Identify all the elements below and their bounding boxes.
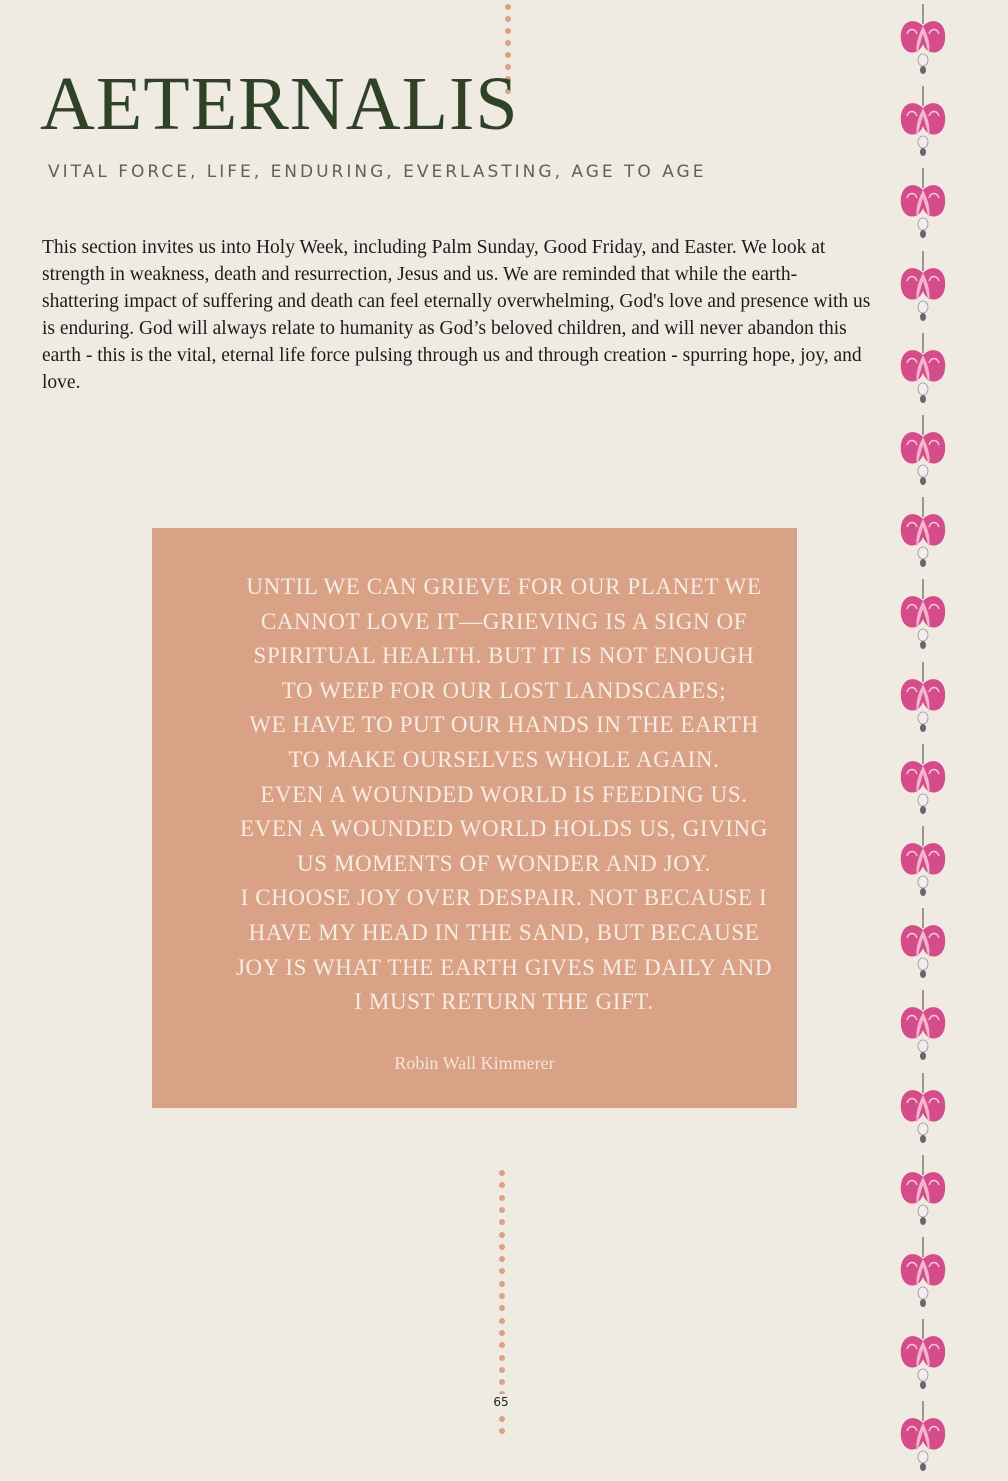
bleeding-heart-flower-icon bbox=[893, 1155, 953, 1235]
bleeding-heart-flower-icon bbox=[893, 990, 953, 1070]
dot bbox=[499, 1305, 505, 1311]
page-number: 65 bbox=[486, 1394, 516, 1410]
bleeding-heart-flower-icon bbox=[893, 579, 953, 659]
dot bbox=[505, 52, 511, 58]
dot bbox=[499, 1232, 505, 1238]
bleeding-heart-flower-icon bbox=[893, 333, 953, 413]
dot bbox=[499, 1219, 505, 1225]
intro-paragraph: This section invites us into Holy Week, including Palm Sunday, Good Friday, and Easter. We look at strength in weakness, death and resurrection, Jesus and us. We are reminded that while the earth-shattering impact of suffering and death can feel eternally overwhelming, God's love and presence with us is enduring. God will always relate to humanity as God’s beloved children, and will never abandon this earth - this is the vital, eternal life force pulsing through us and through creation - spurring hope, joy, and love. bbox=[42, 237, 871, 393]
bleeding-heart-flower-icon bbox=[893, 744, 953, 824]
quote-line: TO WEEP FOR OUR LOST LANDSCAPES; bbox=[281, 677, 727, 703]
dot bbox=[499, 1428, 505, 1434]
quote-line: I MUST RETURN THE GIFT. bbox=[354, 989, 654, 1015]
bleeding-heart-flower-icon bbox=[893, 1319, 953, 1399]
dot bbox=[499, 1318, 505, 1324]
bleeding-heart-flower-icon bbox=[893, 1237, 953, 1317]
page-title: AETERNALIS bbox=[40, 62, 519, 146]
dot bbox=[499, 1416, 505, 1422]
bleeding-heart-flower-icon bbox=[893, 168, 953, 248]
dot bbox=[499, 1195, 505, 1201]
bleeding-heart-flower-icon bbox=[893, 86, 953, 166]
quote-line: I CHOOSE JOY OVER DESPAIR. NOT BECAUSE I bbox=[240, 885, 768, 911]
dot bbox=[499, 1268, 505, 1274]
quote-line: WE HAVE TO PUT OUR HANDS IN THE EARTH bbox=[249, 712, 759, 738]
dot bbox=[499, 1256, 505, 1262]
dot bbox=[505, 40, 511, 46]
quote-line: US MOMENTS OF WONDER AND JOY. bbox=[297, 850, 711, 876]
bleeding-heart-flower-icon bbox=[893, 415, 953, 495]
quote-line: TO MAKE OURSELVES WHOLE AGAIN. bbox=[288, 746, 720, 772]
flower-border bbox=[893, 0, 953, 1440]
quote-line: EVEN A WOUNDED WORLD IS FEEDING US. bbox=[260, 781, 748, 807]
dot bbox=[499, 1330, 505, 1336]
dot bbox=[499, 1281, 505, 1287]
quote-line: HAVE MY HEAD IN THE SAND, BUT BECAUSE bbox=[248, 919, 760, 945]
dot bbox=[499, 1379, 505, 1385]
bleeding-heart-flower-icon bbox=[893, 1073, 953, 1153]
quote-line: SPIRITUAL HEALTH. BUT IT IS NOT ENOUGH bbox=[253, 643, 755, 669]
dot bbox=[505, 4, 511, 10]
dot bbox=[499, 1170, 505, 1176]
bleeding-heart-flower-icon bbox=[893, 662, 953, 742]
dot bbox=[505, 28, 511, 34]
bleeding-heart-flower-icon bbox=[893, 1401, 953, 1481]
dot bbox=[499, 1342, 505, 1348]
bleeding-heart-flower-icon bbox=[893, 908, 953, 988]
page-subtitle: VITAL FORCE, LIFE, ENDURING, EVERLASTING, AGE TO AGE bbox=[48, 162, 707, 182]
quote-text bbox=[0, 570, 1008, 1020]
bleeding-heart-flower-icon bbox=[893, 826, 953, 906]
dot bbox=[499, 1367, 505, 1373]
dot bbox=[499, 1293, 505, 1299]
dot bbox=[499, 1207, 505, 1213]
quote-line: CANNOT LOVE IT—GRIEVING IS A SIGN OF bbox=[260, 608, 748, 634]
quote-line: EVEN A WOUNDED WORLD HOLDS US, GIVING bbox=[240, 816, 768, 842]
bleeding-heart-flower-icon bbox=[893, 497, 953, 577]
dot bbox=[499, 1182, 505, 1188]
bleeding-heart-flower-icon bbox=[893, 251, 953, 331]
quote-line: UNTIL WE CAN GRIEVE FOR OUR PLANET WE bbox=[246, 574, 762, 599]
quote-author: Robin Wall Kimmerer bbox=[394, 1053, 555, 1073]
dot bbox=[499, 1244, 505, 1250]
quote-line: JOY IS WHAT THE EARTH GIVES ME DAILY AND bbox=[235, 954, 773, 980]
bleeding-heart-flower-icon bbox=[893, 4, 953, 84]
dot bbox=[499, 1355, 505, 1361]
dot bbox=[505, 16, 511, 22]
